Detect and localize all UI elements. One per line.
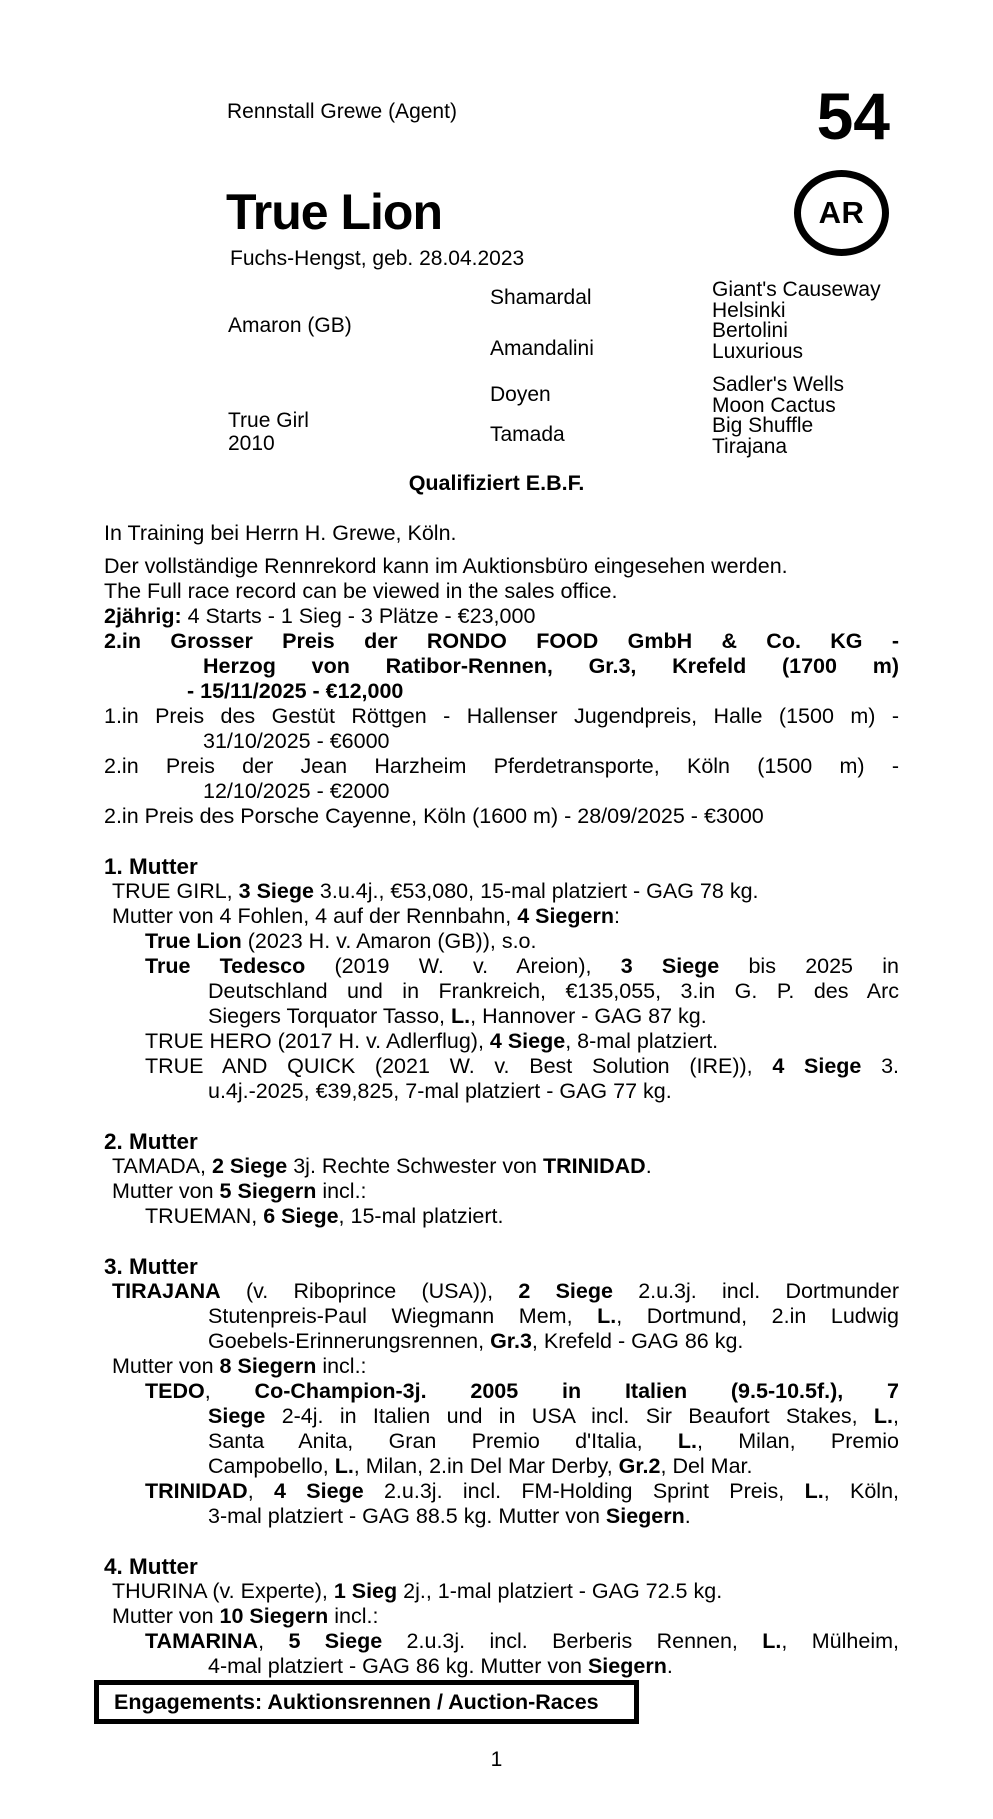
text: 12/10/2025 - €2000 [203, 779, 390, 803]
text-line [104, 629, 899, 654]
pedigree-gen2-name: Shamardal [490, 286, 592, 309]
text-line [203, 654, 899, 679]
text: 2.u.3j. incl. Dortmunder [612, 1279, 899, 1303]
bold-text: 2. Mutter [104, 1129, 198, 1154]
text: (2023 H. v. Amaron (GB)), s.o. [241, 929, 537, 953]
text: 3j. Rechte Schwester von [287, 1154, 543, 1178]
bold-text: 2 Siege [211, 1154, 288, 1178]
text-line [145, 1629, 899, 1654]
text-line [104, 579, 899, 604]
text: , Milan, Premio [696, 1429, 900, 1453]
bold-text: - 15/11/2025 - €12,000 [187, 679, 404, 703]
text: 2j., 1-mal platziert - GAG 72.5 kg. [397, 1579, 723, 1603]
bold-text: 4 Siegern [517, 904, 614, 928]
pedigree-dam: True Girl [228, 409, 309, 432]
page-number: 1 [490, 1748, 503, 1771]
text: , 8-mal platziert. [565, 1029, 719, 1053]
text: , Milan, 2.in Del Mar Derby, [353, 1454, 619, 1478]
text: Goebels-Erinnerungsrennen, [208, 1329, 491, 1353]
horse-description: Fuchs-Hengst, geb. 28.04.2023 [230, 247, 525, 270]
bold-text: L. [451, 1004, 471, 1028]
bold-text: TAMARINA [145, 1629, 259, 1653]
text-line [208, 1404, 899, 1429]
text-line [112, 1179, 899, 1204]
pedigree-dam-year: 2010 [228, 432, 275, 455]
text: 4 Starts - 1 Sieg - 3 Plätze - €23,000 [181, 604, 536, 628]
bold-text: 3 Siege [238, 879, 314, 903]
bold-text: 4 Siege [772, 1054, 862, 1078]
text: THURINA (v. Experte), [112, 1579, 334, 1603]
text-line [104, 704, 899, 729]
bold-text: 4 Siege [274, 1479, 364, 1503]
text: (2019 W. v. Areion), [305, 954, 621, 978]
text: incl.: [316, 1354, 367, 1378]
ar-badge [794, 170, 889, 256]
text-line [203, 729, 899, 754]
text: 3-mal platziert - GAG 88.5 kg. Mutter von [208, 1504, 606, 1528]
text: TRUE GIRL, [112, 879, 239, 903]
text: , [204, 1379, 255, 1403]
bold-text: 6 Siege [263, 1204, 339, 1228]
pedigree-gen3-name: Helsinki [712, 299, 786, 322]
text-line [104, 554, 899, 579]
lot-number: 54 [816, 79, 890, 153]
text: TRUE AND QUICK (2021 W. v. Best Solution (IRE)), [145, 1054, 773, 1078]
text: incl.: [316, 1179, 367, 1203]
text: Mutter von [112, 1354, 220, 1378]
pedigree-gen3-name: Giant's Causeway [712, 278, 881, 301]
horse-name-title: True Lion [226, 184, 442, 240]
text: 3. [861, 1054, 900, 1078]
section-heading [104, 854, 899, 879]
text: . [684, 1504, 691, 1528]
bold-text: L. [597, 1304, 617, 1328]
bold-text: 10 Siegern [219, 1604, 329, 1628]
text-line [104, 754, 899, 779]
text: , Mülheim, [781, 1629, 899, 1653]
text-line [208, 1454, 899, 1479]
text: 3.u.4j., €53,080, 15-mal platziert - GAG 78 kg. [313, 879, 759, 903]
bold-text: True Tedesco [145, 954, 306, 978]
text-line [208, 1329, 899, 1354]
text-line [104, 604, 899, 629]
bold-text: 4 Siege [489, 1029, 566, 1053]
bold-text: Siegern [605, 1504, 685, 1528]
bold-text: 3. Mutter [104, 1254, 198, 1279]
text: , [258, 1629, 289, 1653]
text: In Training bei Herrn H. Grewe, Köln. [104, 521, 457, 545]
text-line [145, 954, 899, 979]
text: Stutenpreis-Paul Wiegmann Mem, [208, 1304, 598, 1328]
text: , Köln, [823, 1479, 899, 1503]
text: 2.u.3j. incl. Berberis Rennen, [382, 1629, 763, 1653]
text: 1.in Preis des Gestüt Röttgen - Hallenser Jugendpreis, Halle (1500 m) - [104, 704, 899, 728]
text-line [112, 1604, 899, 1629]
text: Mutter von [112, 1179, 220, 1203]
pedigree-sire: Amaron (GB) [228, 314, 352, 337]
text: 2.in Preis der Jean Harzheim Pferdetransporte, Köln (1500 m) - [104, 754, 899, 778]
text-line [145, 929, 899, 954]
text: (v. Riboprince (USA)), [220, 1279, 519, 1303]
text-line [203, 779, 899, 804]
text: 4-mal platziert - GAG 86 kg. Mutter von [208, 1654, 588, 1678]
ebf-qualified-note: Qualifiziert E.B.F. [408, 471, 585, 495]
text-line [112, 904, 899, 929]
pedigree-gen3-name: Sadler's Wells [712, 373, 844, 396]
pedigree-gen2-name: Doyen [490, 383, 551, 406]
bold-text: Co-Champion-3j. 2005 in Italien (9.5-10.5f.), 7 [254, 1379, 899, 1403]
text-line [112, 1279, 899, 1304]
text: TRUEMAN, [145, 1204, 264, 1228]
text: u.4j.-2025, €39,825, 7-mal platziert - GAG 77 kg. [208, 1079, 672, 1103]
text-line [208, 979, 899, 1004]
text: incl.: [328, 1604, 379, 1628]
bold-text: L. [873, 1404, 894, 1428]
pedigree-gen3-name: Bertolini [712, 319, 788, 342]
bold-text: Siege [208, 1404, 266, 1428]
bold-text: 5 Siege [288, 1629, 383, 1653]
text-line [208, 1429, 899, 1454]
bold-text: 4. Mutter [104, 1554, 198, 1579]
text-line [145, 1479, 899, 1504]
pedigree-gen2-name: Amandalini [490, 337, 594, 360]
pedigree-gen3-name: Tirajana [712, 435, 788, 458]
text: , [893, 1404, 899, 1428]
text-line [104, 804, 899, 829]
bold-text: 2 Siege [518, 1279, 613, 1303]
bold-text: 3 Siege [620, 954, 720, 978]
pedigree-gen3-name: Big Shuffle [712, 414, 814, 437]
bold-text: 1 Sieg [333, 1579, 398, 1603]
text: The Full race record can be viewed in the sales office. [104, 579, 618, 603]
text: Santa Anita, Gran Premio d'Italia, [208, 1429, 678, 1453]
text-line [208, 1004, 899, 1029]
text: . [666, 1654, 673, 1678]
text: TAMADA, [112, 1154, 212, 1178]
text: . [645, 1154, 652, 1178]
bold-text: L. [762, 1629, 782, 1653]
bold-text: True Lion [145, 929, 242, 953]
text: 31/10/2025 - €6000 [203, 729, 390, 753]
text: , Hannover - GAG 87 kg. [470, 1004, 707, 1028]
text: 2-4j. in Italien und in USA incl. Sir Beaufort Stakes, [265, 1404, 874, 1428]
bold-text: L. [804, 1479, 824, 1503]
bold-text: 8 Siegern [219, 1354, 317, 1378]
text-line [104, 521, 899, 546]
bold-text: Gr.2 [618, 1454, 661, 1478]
bold-text: 1. Mutter [104, 854, 198, 879]
text: , Del Mar. [660, 1454, 753, 1478]
bold-text: TEDO [145, 1379, 205, 1403]
text-line [145, 1379, 899, 1404]
text-line [208, 1504, 899, 1529]
bold-text: L. [677, 1429, 697, 1453]
text: , Dortmund, 2.in Ludwig [616, 1304, 899, 1328]
text: Campobello, [208, 1454, 335, 1478]
text: : [613, 904, 620, 928]
bold-text: Siegern [587, 1654, 667, 1678]
bold-text: 5 Siegern [219, 1179, 317, 1203]
text-line [112, 1354, 899, 1379]
text-line [112, 1579, 899, 1604]
text: 2.in Preis des Porsche Cayenne, Köln (1600 m) - 28/09/2025 - €3000 [104, 804, 764, 828]
bold-text: L. [334, 1454, 354, 1478]
text: Mutter von 4 Fohlen, 4 auf der Rennbahn, [112, 904, 518, 928]
pedigree-gen3-name: Luxurious [712, 340, 804, 363]
text: Siegers Torquator Tasso, [208, 1004, 452, 1028]
text: Der vollständige Rennrekord kann im Auktionsbüro eingesehen werden. [104, 554, 788, 578]
bold-text: TIRAJANA [112, 1279, 221, 1303]
bold-text: TRINIDAD [542, 1154, 646, 1178]
text-line [112, 1154, 899, 1179]
text-line [145, 1204, 899, 1229]
text-line [187, 679, 899, 704]
text: , Krefeld - GAG 86 kg. [531, 1329, 744, 1353]
text-line [145, 1054, 899, 1079]
text: Deutschland und in Frankreich, €135,055, 3.in G. P. des Arc [208, 979, 899, 1003]
text-line [145, 1029, 899, 1054]
pedigree-gen2-name: Tamada [490, 423, 565, 446]
text-line [112, 879, 899, 904]
text-line [208, 1304, 899, 1329]
text-line [208, 1079, 899, 1104]
section-heading [104, 1129, 899, 1154]
consignor-name: Rennstall Grewe (Agent) [227, 100, 457, 123]
text: Mutter von [112, 1604, 220, 1628]
bold-text: Herzog von Ratibor-Rennen, Gr.3, Krefeld (1700 m) [203, 654, 899, 678]
section-heading [104, 1554, 899, 1579]
text: 2.u.3j. incl. FM-Holding Sprint Preis, [363, 1479, 805, 1503]
engagements-label: Engagements: Auktionsrennen / Auction-Races [114, 1689, 599, 1714]
text: , 15-mal platziert. [338, 1204, 504, 1228]
bold-text: 2jährig: [104, 604, 182, 628]
ar-badge-label: AR [818, 195, 865, 230]
text: TRUE HERO (2017 H. v. Adlerflug), [145, 1029, 490, 1053]
engagements-box [94, 1680, 639, 1724]
bold-text: 2.in Grosser Preis der RONDO FOOD GmbH & Co. KG - [104, 629, 899, 653]
bold-text: Gr.3 [490, 1329, 532, 1353]
text-line [208, 1654, 899, 1679]
text: bis 2025 in [719, 954, 899, 978]
bold-text: TRINIDAD [145, 1479, 248, 1503]
pedigree-gen3-name: Moon Cactus [712, 394, 836, 417]
text: , [247, 1479, 275, 1503]
section-heading [104, 1254, 899, 1279]
